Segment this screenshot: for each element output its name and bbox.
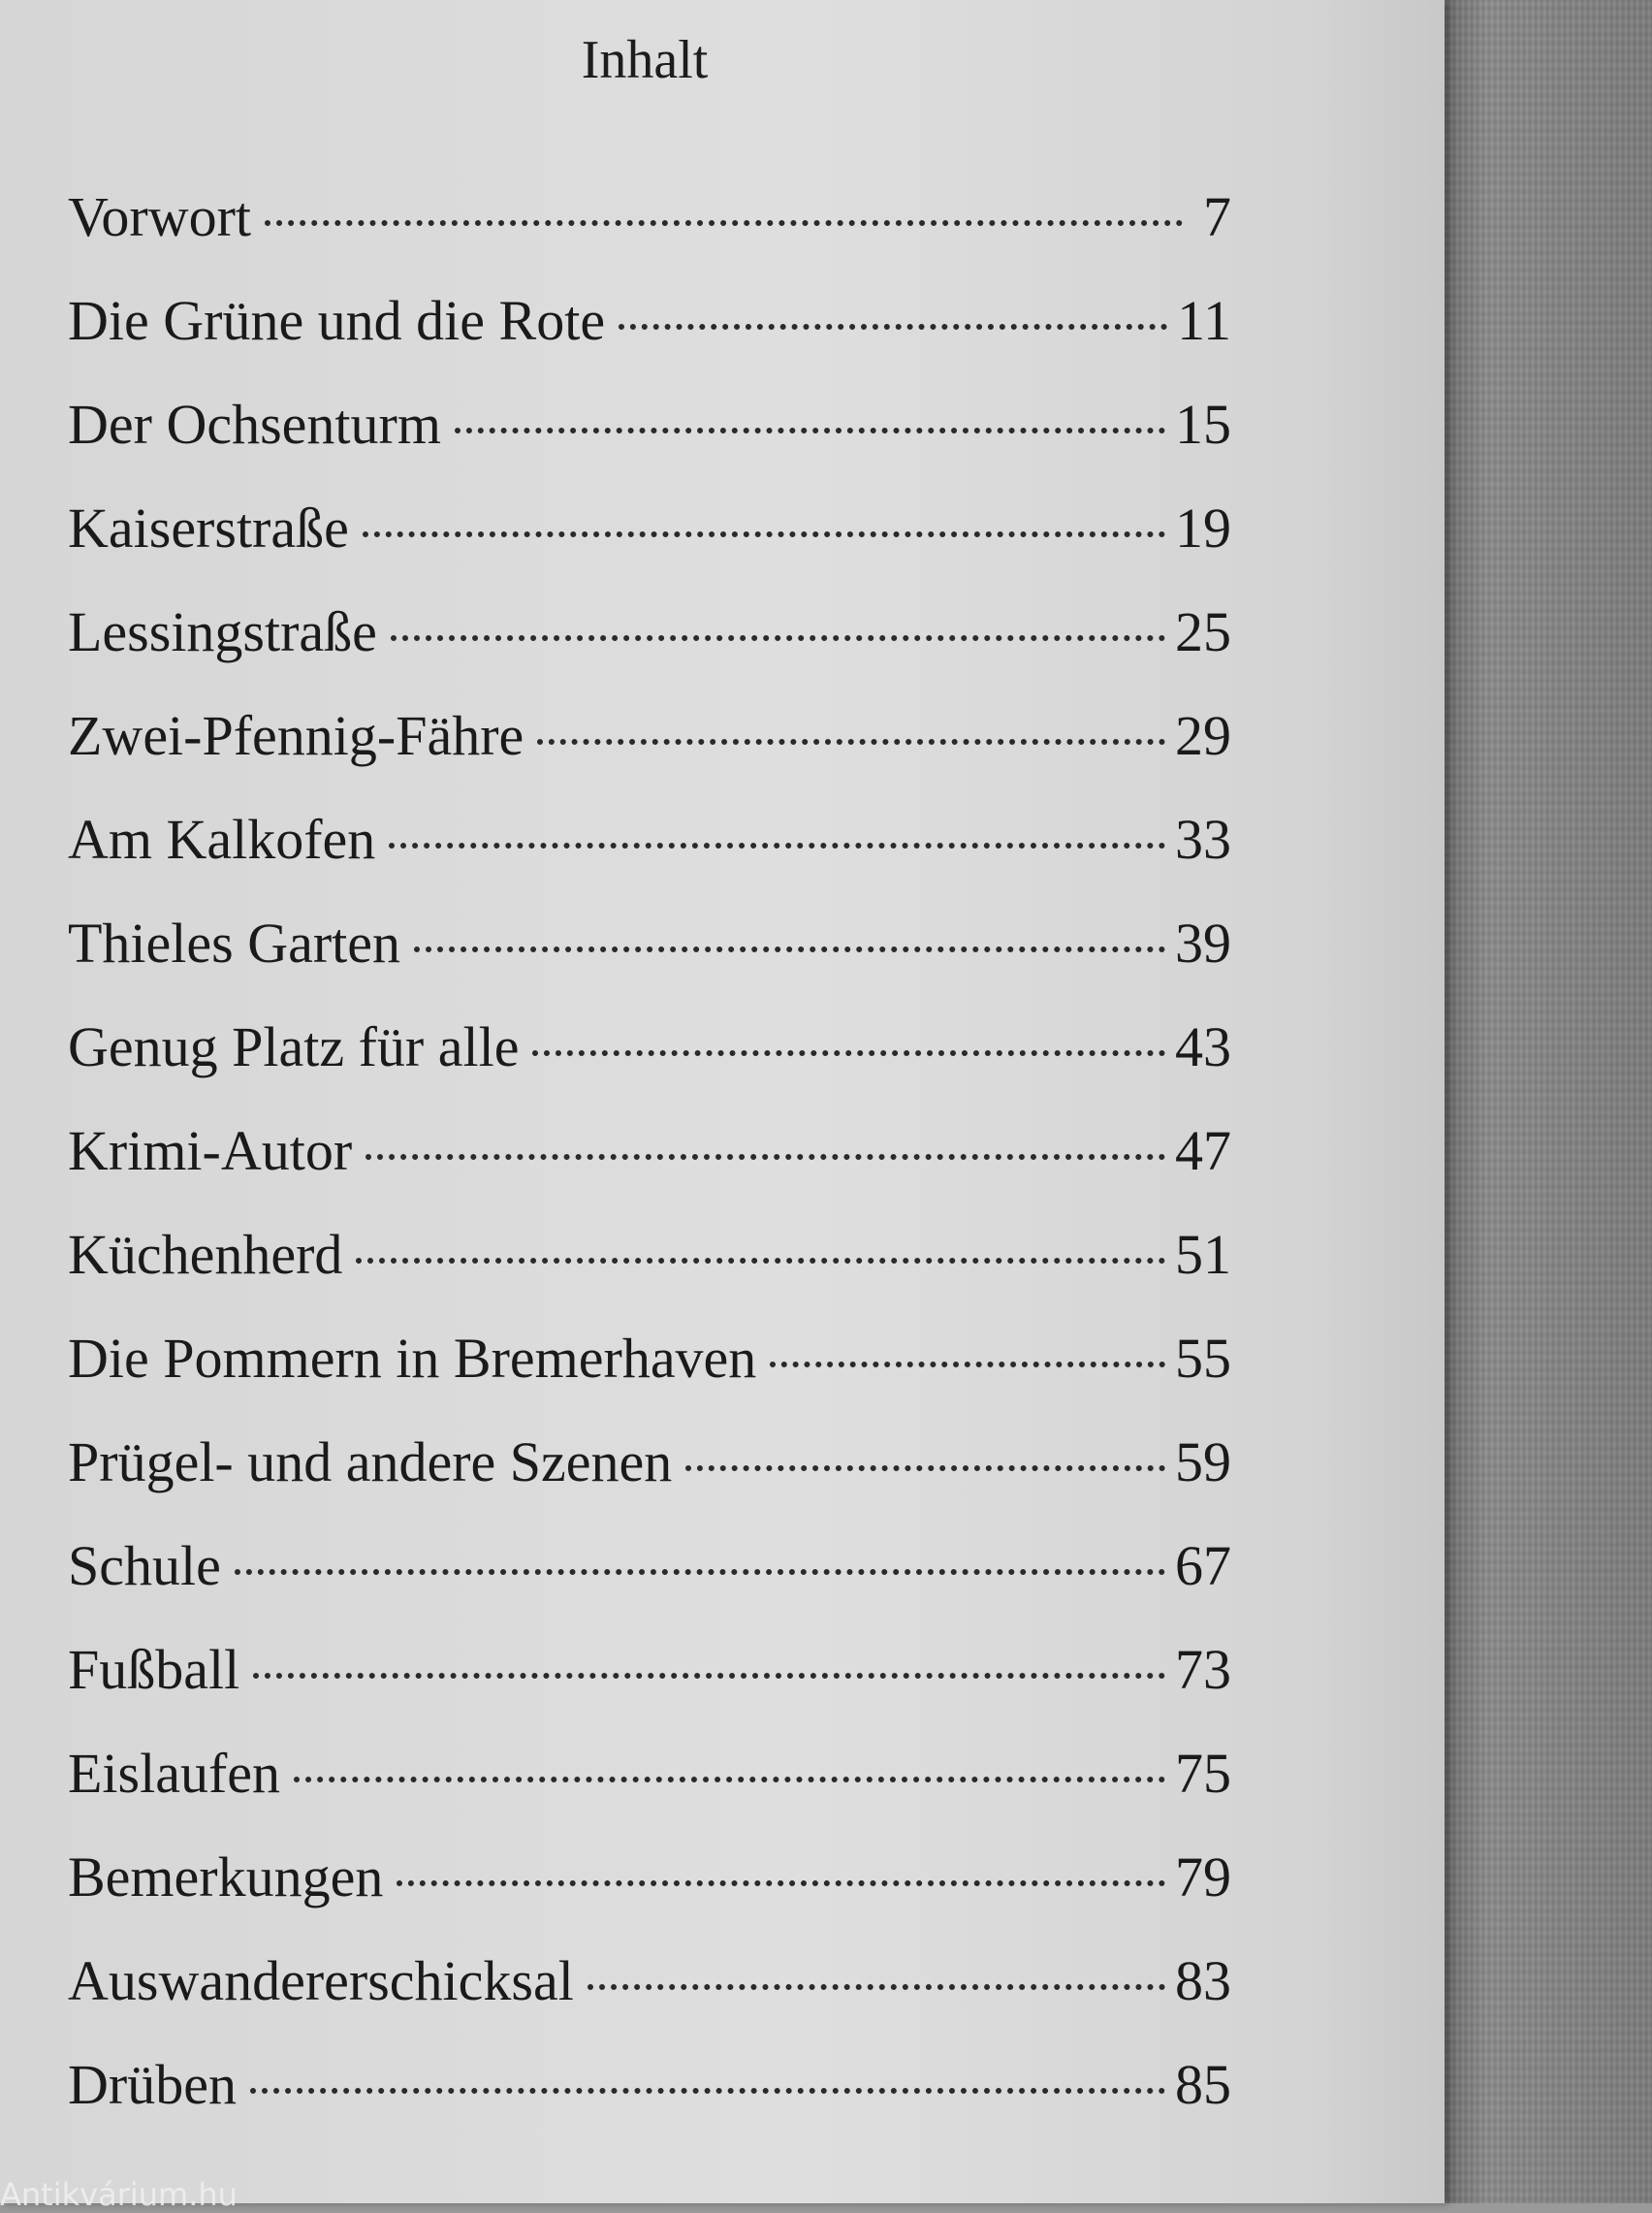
dot-leader <box>391 635 1165 641</box>
toc-entry-title: Thieles Garten <box>68 912 401 975</box>
toc-entry <box>68 1533 1231 1637</box>
toc-entry <box>68 1741 1231 1844</box>
dot-leader <box>397 1880 1165 1886</box>
toc-entry <box>68 288 1231 392</box>
toc-entry <box>68 2052 1231 2156</box>
toc-entry-title: Die Grüne und die Rote <box>68 289 606 352</box>
dot-leader <box>619 324 1167 330</box>
dot-leader <box>235 1569 1165 1575</box>
dot-leader <box>685 1465 1165 1471</box>
toc-entry <box>68 392 1231 496</box>
dot-leader <box>356 1258 1165 1264</box>
dot-leader <box>770 1362 1165 1367</box>
dot-leader <box>532 1050 1165 1056</box>
dot-leader <box>253 1673 1165 1679</box>
table-of-contents <box>68 184 1231 2156</box>
dot-leader <box>414 946 1165 952</box>
toc-entry-page: 55 <box>1175 1327 1231 1390</box>
toc-entry-title: Drüben <box>68 2053 237 2116</box>
toc-entry <box>68 1326 1231 1429</box>
dot-leader <box>588 1984 1165 1990</box>
toc-entry-page: 59 <box>1175 1430 1231 1493</box>
toc-entry-page: 43 <box>1175 1015 1231 1078</box>
toc-entry <box>68 599 1231 703</box>
toc-entry-page: 51 <box>1175 1223 1231 1286</box>
toc-entry-page: 67 <box>1175 1534 1231 1597</box>
watermark: Antikvárium.hu <box>0 2176 238 2213</box>
toc-entry-title: Am Kalkofen <box>68 808 376 871</box>
toc-entry-title: Schule <box>68 1534 221 1597</box>
toc-entry-page: 39 <box>1175 912 1231 975</box>
dot-leader <box>455 428 1165 433</box>
toc-entry-title: Der Ochsenturm <box>68 393 441 456</box>
toc-entry-title: Küchenherd <box>68 1223 343 1286</box>
toc-entry-page: 79 <box>1175 1845 1231 1908</box>
toc-entry <box>68 703 1231 807</box>
toc-entry-page: 7 <box>1203 185 1231 248</box>
toc-entry-title: Auswandererschicksal <box>68 1949 574 2012</box>
toc-entry-title: Fußball <box>68 1638 240 1701</box>
dot-leader <box>294 1777 1165 1782</box>
toc-entry <box>68 1429 1231 1533</box>
dot-leader <box>363 531 1165 537</box>
toc-entry-title: Prügel- und andere Szenen <box>68 1430 673 1493</box>
toc-entry <box>68 1637 1231 1741</box>
toc-entry-title: Genug Platz für alle <box>68 1015 520 1078</box>
toc-entry <box>68 911 1231 1014</box>
toc-entry-page: 75 <box>1175 1742 1231 1805</box>
toc-entry-title: Eislaufen <box>68 1742 281 1805</box>
toc-entry-title: Bemerkungen <box>68 1845 384 1908</box>
toc-entry <box>68 1948 1231 2052</box>
page-title: Inhalt <box>581 30 709 90</box>
toc-entry <box>68 184 1231 288</box>
toc-entry-title: Vorwort <box>68 185 252 248</box>
toc-entry <box>68 1118 1231 1222</box>
toc-entry-page: 11 <box>1177 289 1231 352</box>
toc-entry-page: 29 <box>1175 704 1231 767</box>
background-surface <box>1445 0 1652 2203</box>
toc-entry-page: 25 <box>1175 600 1231 663</box>
dot-leader <box>250 2088 1165 2094</box>
toc-entry <box>68 496 1231 599</box>
toc-entry <box>68 1222 1231 1326</box>
toc-entry-title: Die Pommern in Bremerhaven <box>68 1327 757 1390</box>
toc-entry-title: Lessingstraße <box>68 600 377 663</box>
toc-entry-page: 73 <box>1175 1638 1231 1701</box>
toc-entry-page: 85 <box>1175 2053 1231 2116</box>
toc-entry-page: 15 <box>1175 393 1231 456</box>
toc-entry <box>68 1844 1231 1948</box>
dot-leader <box>389 843 1165 849</box>
dot-leader <box>537 739 1165 745</box>
dot-leader <box>365 1154 1165 1160</box>
toc-entry-title: Krimi-Autor <box>68 1119 353 1182</box>
dot-leader <box>265 220 1183 226</box>
toc-entry-page: 83 <box>1175 1949 1231 2012</box>
toc-entry-title: Kaiserstraße <box>68 497 349 560</box>
toc-entry-page: 19 <box>1175 497 1231 560</box>
toc-entry-page: 47 <box>1175 1119 1231 1182</box>
toc-entry <box>68 807 1231 911</box>
toc-entry <box>68 1014 1231 1118</box>
toc-entry-page: 33 <box>1175 808 1231 871</box>
toc-entry-title: Zwei-Pfennig-Fähre <box>68 704 524 767</box>
